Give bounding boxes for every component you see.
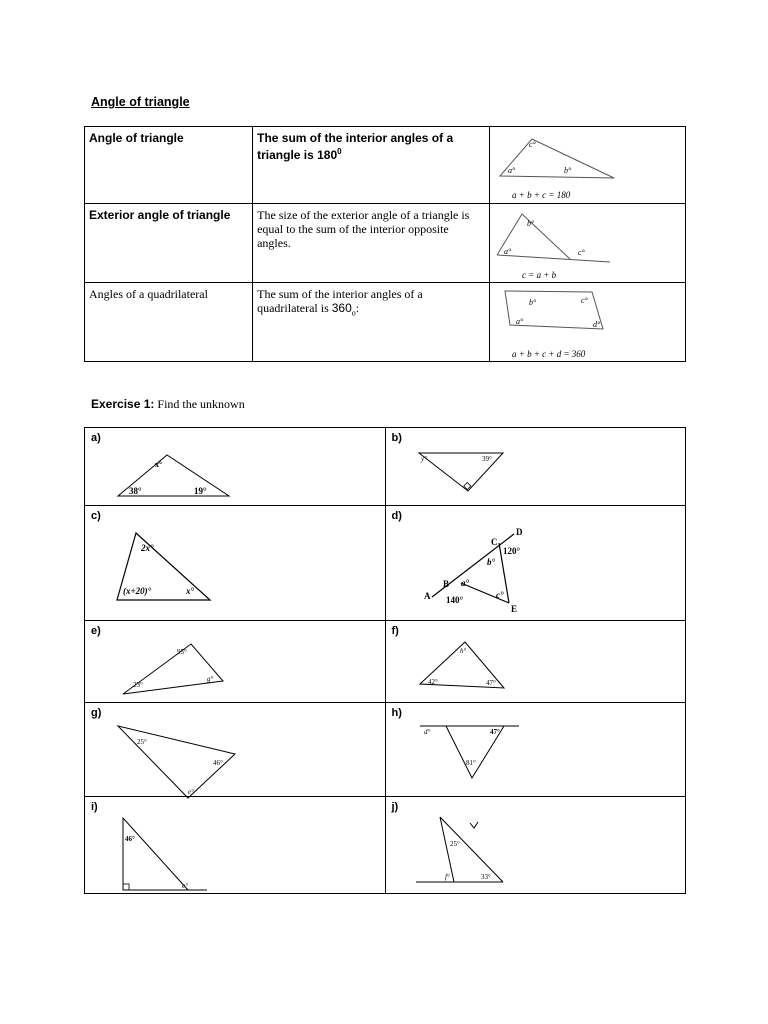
angle-label-b: b° — [563, 166, 571, 175]
angle-95: 95° — [177, 648, 187, 656]
exercise-heading — [91, 397, 245, 412]
exterior-angle-diagram — [490, 204, 690, 286]
formula: c = a + b — [521, 270, 556, 280]
problem-e — [85, 621, 386, 703]
angle-label-b: b° — [526, 219, 534, 228]
problem-c — [85, 506, 386, 621]
problem-g — [85, 703, 386, 797]
point-E: E — [510, 604, 517, 614]
angle-d: d° — [423, 728, 430, 736]
angle-rules-table — [84, 126, 686, 362]
quadrilateral-sum-value: 360 — [331, 301, 352, 315]
exercise-row — [85, 428, 686, 506]
page-title: Angle of triangle — [91, 95, 190, 109]
point-A: A — [423, 591, 430, 601]
angle-label-c: c° — [577, 248, 585, 257]
angle-46: 46° — [213, 759, 223, 767]
problem-label: g) — [91, 707, 102, 719]
problem-j-diagram — [386, 797, 686, 894]
problem-e-diagram — [85, 621, 385, 703]
exercise-row — [85, 703, 686, 797]
exterior-figure-cell — [489, 204, 685, 283]
angle-label-c: c° — [580, 296, 588, 305]
exercise-instruction: Find the unknown — [154, 397, 245, 411]
problem-a-diagram — [85, 428, 385, 506]
problem-label: e) — [91, 625, 101, 637]
problem-i-diagram — [85, 797, 385, 894]
rule-name: Exterior angle of triangle — [89, 208, 231, 222]
angle-e: e° — [188, 788, 194, 796]
angle-label-d: d° — [592, 320, 600, 329]
exercise-row — [85, 621, 686, 703]
formula: a + b + c + d = 360 — [511, 349, 585, 359]
angle-label-c: c° — [528, 140, 536, 149]
problem-label: c) — [91, 510, 101, 522]
triangle-diagram — [490, 127, 690, 207]
angle-x-plus-20: (x+20)° — [123, 586, 152, 596]
problem-b-diagram — [386, 428, 686, 506]
rule-row-quadrilateral — [85, 283, 686, 362]
problem-h — [385, 703, 686, 797]
problem-label: d) — [391, 510, 402, 522]
rule-row-triangle — [85, 127, 686, 204]
angle-47: 47° — [485, 679, 496, 687]
quadrilateral-figure-cell — [489, 283, 685, 362]
problem-label: h) — [391, 707, 402, 719]
angle-b: b° — [486, 557, 495, 567]
problem-c-diagram — [85, 506, 385, 621]
description-end: : — [355, 301, 360, 315]
angle-25: 25° — [137, 738, 147, 746]
degree-subscript: o — [351, 308, 356, 318]
angle-f: f° — [444, 873, 450, 881]
angle-23: 23° — [133, 681, 143, 689]
quadrilateral-diagram — [490, 283, 690, 365]
problem-d-diagram — [386, 506, 686, 621]
rule-description: The sum of the interior angles of a triangle is 180 — [257, 131, 454, 162]
problem-b — [385, 428, 686, 506]
triangle-figure-cell — [489, 127, 685, 204]
degree-superscript: 0 — [337, 147, 342, 156]
problem-a — [85, 428, 386, 506]
rule-description: The size of the exterior angle of a triangle is equal to the sum of the interior opposite angles. — [257, 208, 470, 250]
angle-y: y° — [420, 455, 427, 463]
problem-h-diagram — [386, 703, 686, 797]
exercise-label: Exercise 1: — [91, 397, 155, 411]
angle-label-a: a° — [515, 317, 523, 326]
problem-j — [385, 797, 686, 894]
angle-42: 42° — [427, 678, 438, 686]
angle-19: 19° — [194, 486, 207, 496]
angle-label-a: a° — [503, 247, 511, 256]
angle-81: 81° — [465, 759, 476, 767]
problem-label: j) — [391, 801, 399, 813]
angle-47: 47° — [489, 728, 500, 736]
angle-x: x° — [155, 460, 163, 469]
problem-g-diagram — [85, 703, 385, 797]
angle-a: a° — [460, 578, 469, 588]
problem-label: i) — [91, 801, 98, 813]
exercise-row — [85, 506, 686, 621]
rule-row-exterior — [85, 204, 686, 283]
angle-c: c° — [495, 590, 504, 600]
exercise-row — [85, 797, 686, 894]
rule-description: The sum of the interior angles of a quadrilateral is — [257, 287, 423, 315]
problem-f — [385, 621, 686, 703]
problem-i — [85, 797, 386, 894]
problem-label: f) — [391, 625, 399, 637]
rule-name: Angles of a quadrilateral — [89, 287, 208, 301]
angle-25: 25° — [449, 840, 460, 848]
exercise-table — [84, 427, 686, 894]
rule-name: Angle of triangle — [89, 131, 184, 145]
point-D: D — [515, 527, 522, 537]
angle-46: 46° — [125, 835, 135, 843]
angle-39: 39° — [481, 455, 492, 463]
formula: a + b + c = 180 — [511, 190, 570, 200]
angle-x: x° — [186, 586, 195, 596]
problem-label: a) — [91, 432, 101, 444]
point-C: C — [490, 537, 497, 547]
angle-33: 33° — [480, 873, 491, 881]
problem-label: b) — [391, 432, 402, 444]
angle-h: h° — [459, 647, 466, 655]
angle-label-a: a° — [507, 166, 515, 175]
angle-2x: 2x° — [141, 543, 154, 553]
angle-label-b: b° — [528, 298, 536, 307]
problem-f-diagram — [386, 621, 686, 703]
angle-g: g° — [207, 675, 214, 683]
problem-d — [385, 506, 686, 621]
angle-120: 120° — [502, 546, 520, 556]
angle-38: 38° — [129, 486, 142, 496]
point-B: B — [442, 579, 449, 589]
angle-e: e° — [182, 882, 188, 890]
angle-140: 140° — [445, 595, 463, 605]
